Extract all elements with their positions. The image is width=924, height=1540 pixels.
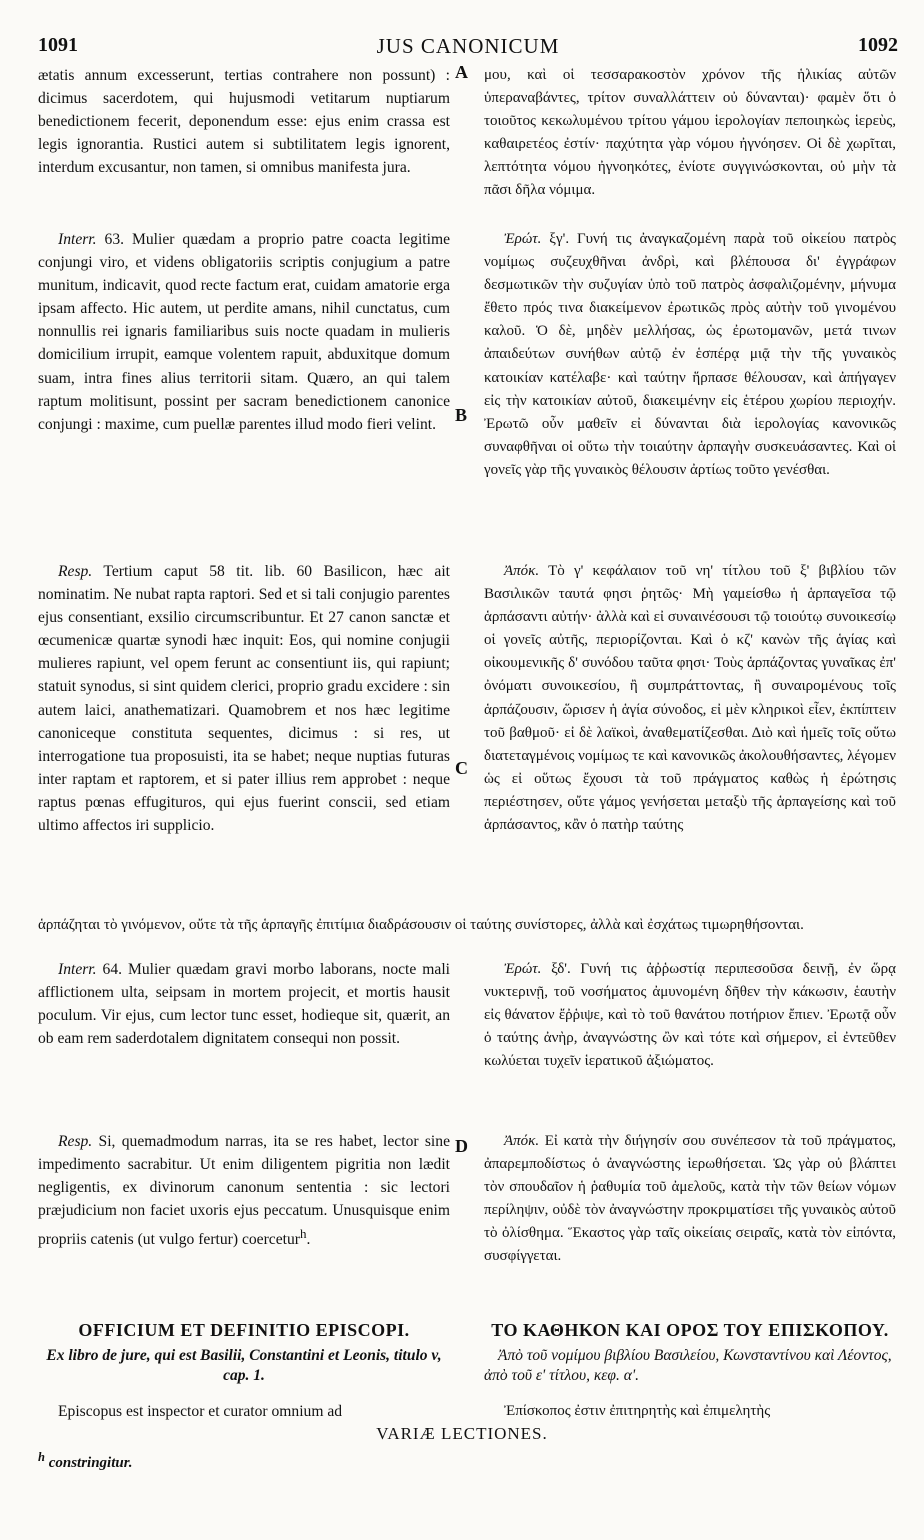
- greek-question-64: [484, 958, 896, 1073]
- latin-section-subtitle: Ex libro de jure, qui est Basilii, Constantini et Leonis, titulo v, cap. 1.: [46, 1347, 442, 1384]
- latin-question-64: [38, 958, 450, 1050]
- latin-q64-text: 64. Mulier quædam gravi morbo laborans, nocte mali afflictionem ulta, seipsam in mortem projecit, et mortis hausit poculum. Vir ejus, cum lector tunc esset, hodieque sit, quærit, an ob eam rem saderdotalem dignitatem consequi non possit.: [38, 961, 450, 1048]
- latin-paragraph-intro: [38, 64, 450, 179]
- variae-lectiones-heading: VARIÆ LECTIONES.: [376, 1424, 548, 1443]
- running-title: JUS CANONICUM: [376, 34, 560, 58]
- latin-last-text: Episcopus est inspector et curator omnium ad: [58, 1403, 343, 1420]
- margin-marker-c: C: [455, 758, 468, 778]
- latin-r63-label: Resp.: [58, 563, 93, 580]
- greek-paragraph-intro: [484, 64, 896, 203]
- greek-section-title: ΤΟ ΚΑΘΗΚΟΝ ΚΑΙ ΟΡΟΣ ΤΟΥ ΕΠΙΣΚΟΠΟΥ.: [491, 1320, 889, 1340]
- latin-intro-text: ætatis annum excesserunt, tertias contrahere non possunt) : dicimus sacerdotem, qui hujusmodi vetitarum nuptiarum benedictionem fecerit, deponendum esse: ejus enim crassa est legis ignorantia. Rustici autem si subtilitatem legis ignorent, interdum excusantur, non tamen, si omnibus manifesta jura.: [38, 67, 450, 177]
- greek-question-63: [484, 228, 896, 482]
- page-header: [38, 34, 898, 60]
- greek-last-line: [484, 1400, 896, 1423]
- greek-q64-text: ξδ'. Γυνή τις ἀῤῥωστίᾳ περιπεσοῦσα δεινῇ, ἐν ὥρᾳ νυκτερινῇ, τοῦ νοσήματος ἀμυνομένη δῆθεν τὴν κάκωσιν, ἑαυτὴν εἰς θάνατον ἔῤῥιψε, καὶ τὸ τοῦ θανάτου ποτήριον ἔπιεν. Ἐρωτᾷ οὖν ὁ ταύτης ἀνὴρ, ἀναγνώστης ὢν καὶ τότε καὶ σήμερον, εἰ ἐντεῦθεν κωλύεται τυχεῖν ἱερατικοῦ ἀξιώματος.: [484, 961, 896, 1070]
- greek-intro-text: μου, καὶ οἱ τεσσαρακοστὸν χρόνον τῆς ἡλικίας αὐτῶν ὑπεραναβάντες, τρίτον συναλλάττειν οὐ δύνανται)· φαμὲν ὅτι ὁ τοιοῦτος κεκωλυμένου τρίτου γάμου ἱερολογίαν πεποιηκὼς ἱερεὺς, καθαιρετέος ἐστίν· παχύτητα γὰρ νόμου ἠγνόησεν. Οἱ δὲ χωρῖται, λεπτότητα νόμου ἠγνοηκότες, ἐνίοτε συγγινώσκονται, οὐ μὴν τὰ πᾶσι δῆλα νόμιμα.: [484, 67, 896, 199]
- footnote-mark: h: [38, 1450, 45, 1464]
- latin-question-63: [38, 228, 450, 436]
- greek-r64-text: Εἰ κατὰ τὴν διήγησίν σου συνέπεσον τὰ τοῦ πράγματος, ἀπαρεμποδίστως ὁ ἀναγνώστης ἱερωθήσεται. Ὡς γὰρ οὐ βλάπτει τὸν σπουδαῖον ἡ ῥαθυμία τοῦ ἀμελοῦς, κατὰ τὴν τῶν θείων νόμων περίληψιν, οὐδὲ τὸν ἀναγνώστην προκριματίσει τῆς γυναικὸς αὐτοῦ τὸ ὀλίσθημα. Ἕκαστος γὰρ ταῖς οἰκείαις σειραῖς, κατὰ τὸν εἰπόντα, συσφίγγεται.: [484, 1133, 896, 1265]
- page-number-right: 1092: [858, 34, 898, 56]
- latin-r64-text: Si, quemadmodum narras, ita se res habet, lector sine impedimento sacrabitur. Ut enim diligentem pigritia non lædit negligentis, ex divinorum canonum sententia : sic lectori præjudicium non faciet uxoris ejus peccatum. Unusquisque enim propriis catenis (ut vulgo fertur) coercetur: [38, 1133, 450, 1249]
- latin-last-line: [38, 1400, 450, 1423]
- latin-r63-text: Tertium caput 58 tit. lib. 60 Basilicon, hæc ait nominatim. Ne nubat rapta raptori. Sed et si tali conjugio parentes ejus consentiant, exsilio circumscribuntur. Et 27 canon sanctæ et œcumenicæ quartæ synodi hæc inquit: Eos, qui nomine conjugii mulieres rapiunt, vel opem ferunt ac consentiunt iis, qui rapiunt; statuit synodus, si sint quidem clerici, proprio gradu excidere : sin autem laici, anathematizari. Quamobrem et nos hæc legitime canoniceque constituta sequentes, dicimus : si res, ut interrogatione tua proposuisti, ita se habet; neque nuptias futuras inter raptam et raptorem, et si pater illius rem approbet : neque raptus pœnas effugituros, qui ejus fuerint conscii, sed etiam ultimo affectos iri supplicio.: [38, 563, 450, 835]
- greek-section-subtitle: Ἀπὸ τοῦ νομίμου βιβλίου Βασιλείου, Κωνσταντίνου καὶ Λέοντος, ἀπὸ τοῦ ε' τίτλου, κεφ. α'.: [484, 1347, 892, 1384]
- latin-q63-text: 63. Mulier quædam a proprio patre coacta legitime conjungi viro, et videns obligatoriis scriptis conjugium a patre munitum, indicavit, quod recte factum erat, cuidam amatorie erga ipsam affecto. Hic autem, ut perdite amans, nihil cunctatus, cum nonnullis rei ignaris familiaribus suis nocte quadam in mulieris domicilium irrupit, eamque volentem rapuit, abduxitque domum suam, intra fines alius territorii sitam. Quæro, an qui talem raptum molitisunt, possint per sacram benedictionem canonice conjungi : maxime, cum puellæ parentes illud modo fieri velint.: [38, 231, 450, 433]
- latin-section-title: OFFICIUM ET DEFINITIO EPISCOPI.: [78, 1320, 410, 1340]
- greek-response-63: [484, 560, 896, 837]
- greek-response-64: [484, 1130, 896, 1269]
- latin-response-63: [38, 560, 450, 837]
- greek-r63-text: Τὸ γ' κεφάλαιον τοῦ νη' τίτλου τοῦ ξ' βιβλίου τῶν Βασιλικῶν ταυτά φησι ῥητῶς· Μὴ γαμείσθω ἡ ἁρπαγεῖσα τῷ ἁρπάσαντι αὐτήν· ἀλλὰ καὶ εἰ συναινέσουσι τῷ τοιούτῳ συνοικεσίῳ οἱ γονεῖς αὐτῆς, περιορίζονται. Καὶ ὁ κζ' κανὼν τῆς ἁγίας καὶ οἰκουμενικῆς δ' συνόδου ταῦτα φησι· Τοὺς ἁρπάζοντας γυναῖκας ἐπ' ὀνόματι συνοικεσίου, ἢ συμπράττοντας, ἢ συναιρομένους τοῖς ἁρπάζουσιν, ὥρισεν ἡ ἁγία σύνοδος, εἰ μὲν κληρικοὶ εἶεν, ἐκπίπτειν τοῦ βαθμοῦ· εἰ δὲ λαϊκοὶ, ἀναθεματίζεσθαι. Διὸ καὶ ἡμεῖς τοῖς οὕτω διατεταγμένοις νομίμως τε καὶ κανονικῶς ἀκολουθήσαντες, λέγομεν ὡς εἰ οὕτως ἔχουσι τὰ τοῦ πράγματος καθὼς ἡ ἐρώτησις περιέστησεν, οὔτε γάμος γενήσεται μεταξὺ τῆς ἁρπαγείσης καὶ τοῦ ἁρπάσαντος, κἂν ὁ πατὴρ ταύτης: [484, 563, 896, 834]
- latin-response-64: [38, 1130, 450, 1252]
- latin-r64-label: Resp.: [58, 1133, 93, 1150]
- latin-q63-label: Interr.: [58, 231, 97, 248]
- greek-r63-label: Ἀπόκ.: [504, 563, 540, 579]
- margin-marker-b: B: [455, 405, 468, 425]
- footnote-text: constringitur.: [48, 1455, 133, 1471]
- footnote-ref: h: [299, 1226, 307, 1242]
- fullwidth-greek-continuation: ἁρπάζηται τὸ γινόμενον, οὔτε τὰ τῆς ἁρπαγῆς ἐπιτίμια διαδράσουσιν οἱ ταύτης συνίστορες, ἀλλὰ καὶ ἐσχάτως τιμωρηθήσονται.: [38, 917, 804, 933]
- latin-r64-end: .: [306, 1231, 311, 1249]
- page-number-left: 1091: [38, 34, 78, 56]
- greek-q64-label: Ἐρώτ.: [504, 961, 542, 977]
- margin-marker-d: D: [455, 1136, 468, 1156]
- greek-q63-text: ξγ'. Γυνή τις ἀναγκαζομένη παρὰ τοῦ οἰκείου πατρὸς νομίμως συζευχθῆναι ἀνδρὶ, καὶ βλέπουσα δι' ἐγγράφων δεσμωτικῶν τὴν συζυγίαν ὑπὸ τοῦ πατρὸς ἀσφαλιζομένην, μήνυμα ἔθετο πρός τινα διακείμενον ἐρωτικῶς πρὸς αὐτὴν τοῦ γινομένου καλοῦ. Ὁ δὲ, μηδὲν μελλήσας, ὡς ἐρωτομανῶν, μετά τινων ἀπαιδεύτων συνήθων αὐτῷ ἐν ἑσπέρᾳ μιᾷ τὴν τῆς γυναικὸς κατοικίαν κατέλαβε· καὶ ταύτην ἥρπασε θέλουσαν, καὶ ἀπήγαγεν εἰς τὴν κατοικίαν αὐτοῦ, διακειμένην εἰς ἑτέρου χωρίου περιοχήν. Ἐρωτῶ οὖν μαθεῖν εἰ δύνανται διὰ ἱερολογίας κανονικῶς συναφθῆναι οἱ οὕτω τὴν τοιαύτην ἁρπαγὴν συσκευάσαντες. Καὶ οἱ γονεῖς γὰρ τῆς γυναικὸς θέλουσιν ἀρτίως τοῦτο γενέσθαι.: [484, 231, 896, 478]
- greek-r64-label: Ἀπόκ.: [504, 1133, 540, 1149]
- greek-last-text: Ἐπίσκοπος ἐστιν ἐπιτηρητὴς καὶ ἐπιμελητὴς: [504, 1403, 771, 1419]
- margin-marker-a: A: [455, 62, 468, 82]
- latin-q64-label: Interr.: [58, 961, 97, 978]
- footnote: [38, 1450, 133, 1472]
- greek-q63-label: Ἐρώτ.: [504, 231, 542, 247]
